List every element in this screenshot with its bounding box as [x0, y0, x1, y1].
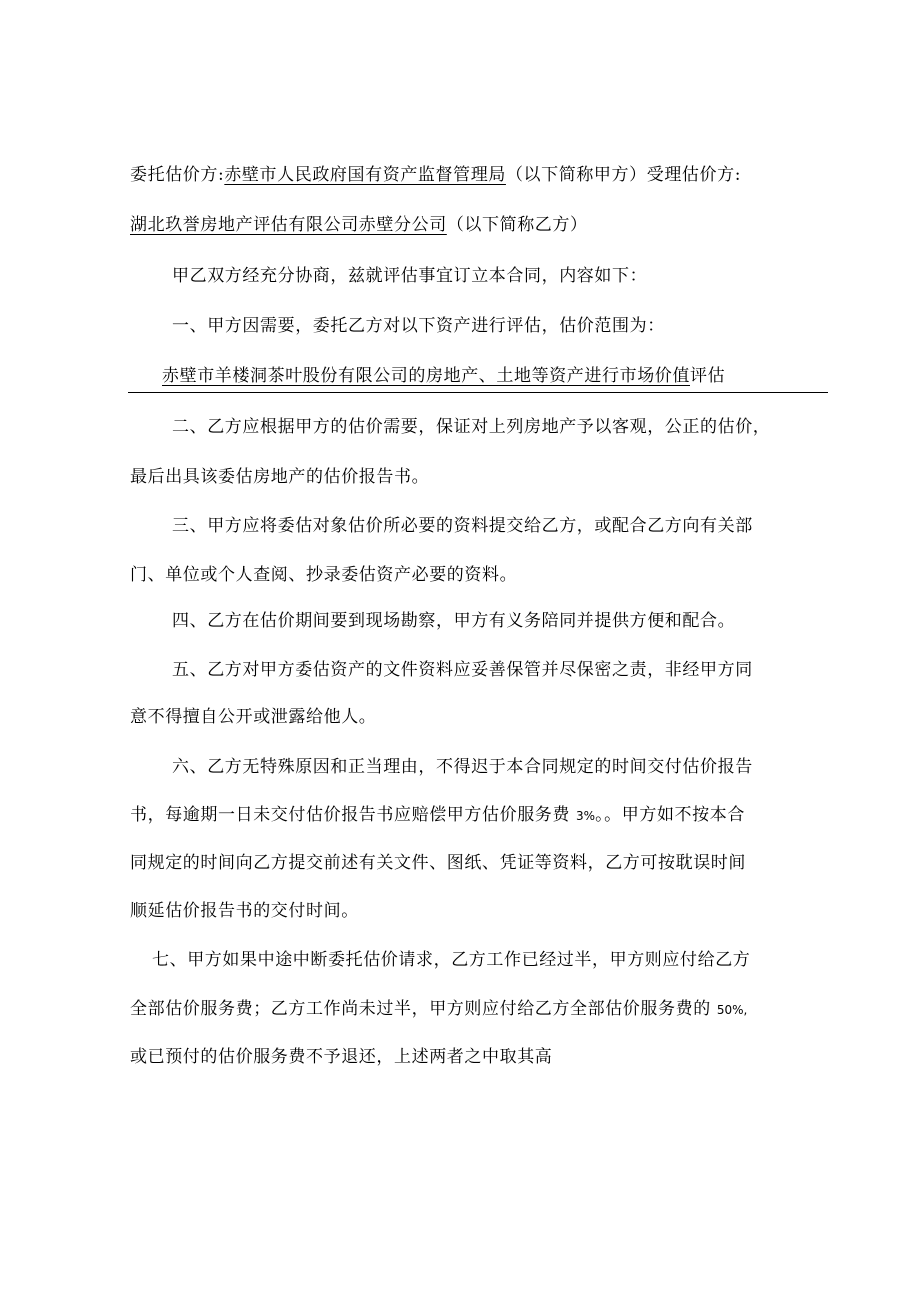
clause-4-line-1: 四、乙方在估价期间要到现场勘察，甲方有义务陪同并提供方便和配合。 [172, 611, 736, 631]
clause-6-line-2 [130, 801, 830, 829]
clause-6-line-2-b: 。。甲方如不按本合 [595, 805, 745, 825]
client-name: 赤壁市人民政府国有资产监督管理局 [224, 165, 506, 185]
clause-6-line-4: 顺延估价报告书的交付时间。 [130, 901, 359, 921]
penalty-percent: 3% [576, 809, 596, 823]
clause-2-line-2: 最后出具该委估房地产的估价报告书。 [130, 467, 430, 487]
scope-underlined: 赤壁市羊楼洞茶叶股份有限公司的房地产、土地等资产进行市场价值 [162, 366, 690, 386]
clause-6-line-2-a: 书，每逾期一日未交付估价报告书应赔偿甲方估价服务费 [130, 805, 570, 825]
client-label: 委托估价方: [130, 165, 225, 185]
clause-5-line-1: 五、乙方对甲方委估资产的文件资料应妥善保管并尽保密之责，非经甲方同 [172, 660, 753, 680]
clause-1: 一、甲方因需要，委托乙方对以下资产进行评估，估价范围为： [172, 316, 665, 336]
clause-7-line-2 [130, 995, 830, 1023]
header-line-2 [130, 211, 830, 239]
clause-2-line-1: 二、乙方应根据甲方的估价需要，保证对上列房地产予以客观，公正的估价， [172, 417, 771, 437]
clause-6-line-1: 六、乙方无特殊原因和正当理由，不得迟于本合同规定的时间交付估价报告 [172, 757, 753, 777]
appraiser-note: （以下简称乙方） [446, 215, 588, 235]
clause-6-line-3: 同规定的时间向乙方提交前述有关文件、图纸、凭证等资料，乙方可按耽误时间 [130, 853, 746, 873]
clause-3-line-1: 三、甲方应将委估对象估价所必要的资料提交给乙方，或配合乙方向有关部 [172, 516, 753, 536]
appraiser-name: 湖北玖誉房地产评估有限公司赤壁分公司 [130, 215, 447, 235]
client-note: （以下简称甲方）受理估价方: [505, 165, 742, 185]
header-line-1 [130, 161, 830, 189]
fee-percent: 50%, [716, 1003, 748, 1017]
clause-1-scope [162, 362, 862, 390]
clause-7-line-3: 或已预付的估价服务费不予退还，上述两者之中取其高 [130, 1047, 553, 1067]
clause-3-line-2: 门、单位或个人查阅、抄录委估资产必要的资料。 [130, 565, 518, 585]
clause-7-line-2-a: 全部估价服务费；乙方工作尚未过半，甲方则应付给乙方全部估价服务费的 [130, 999, 711, 1019]
scope-rule [128, 392, 828, 393]
intro-paragraph: 甲乙双方经充分协商，兹就评估事宜订立本合同，内容如下： [172, 266, 648, 286]
clause-7-line-1: 七、甲方如果中途中断委托估价请求，乙方工作已经过半，甲方则应付给乙方 [152, 950, 751, 970]
clause-5-line-2: 意不得擅自公开或泄露给他人。 [130, 707, 377, 727]
scope-rest: 评估 [690, 366, 726, 386]
